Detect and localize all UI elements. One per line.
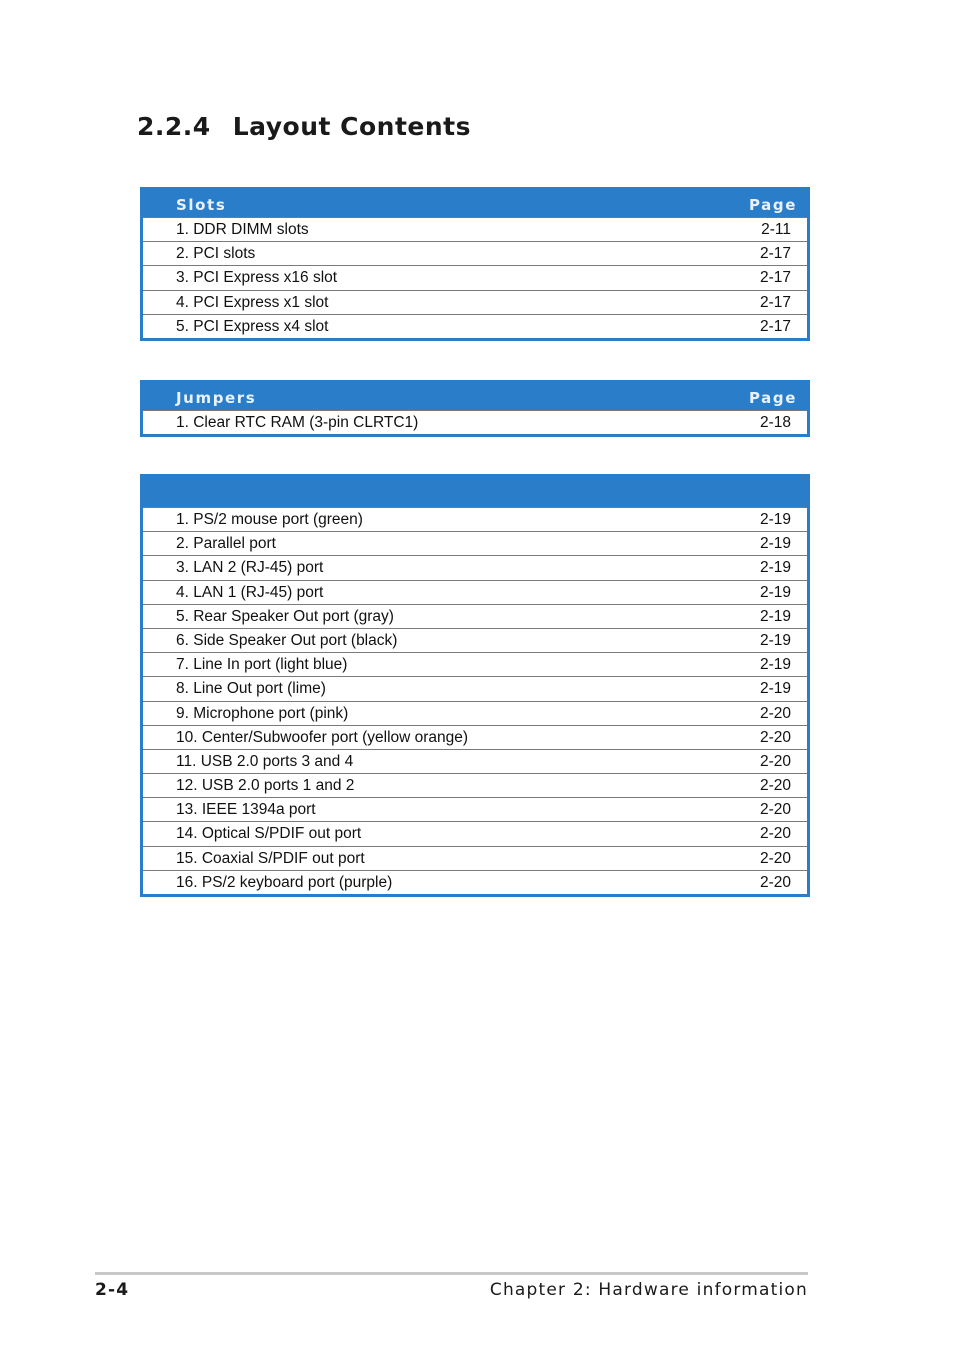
row-page: 2-20 xyxy=(759,728,791,746)
table-row xyxy=(143,604,807,628)
table-row xyxy=(143,217,807,241)
slots-table-header xyxy=(143,187,807,217)
row-page: 2-19 xyxy=(759,607,791,625)
row-label: 2. Parallel port xyxy=(176,535,276,553)
table-row xyxy=(143,725,807,749)
jumpers-table-header xyxy=(143,380,807,410)
row-label: 3. LAN 2 (RJ-45) port xyxy=(176,559,324,577)
row-page: 2-20 xyxy=(759,752,791,770)
table-row xyxy=(143,507,807,531)
table-row xyxy=(143,821,807,845)
row-label: 1. Clear RTC RAM (3-pin CLRTC1) xyxy=(176,414,419,431)
row-label: 14. Optical S/PDIF out port xyxy=(176,825,362,843)
slots-table xyxy=(140,187,810,341)
row-label: 2. PCI slots xyxy=(176,245,256,263)
table-row xyxy=(143,676,807,700)
row-page: 2-17 xyxy=(759,293,791,311)
row-label: 13. IEEE 1394a port xyxy=(176,801,316,819)
row-page: 2-19 xyxy=(759,559,791,577)
table-row xyxy=(143,265,807,289)
table-row xyxy=(143,290,807,314)
table-row xyxy=(143,531,807,555)
row-label: 11. USB 2.0 ports 3 and 4 xyxy=(176,752,354,770)
row-label: 4. LAN 1 (RJ-45) port xyxy=(176,583,324,601)
row-label: 1. PS/2 mouse port (green) xyxy=(176,511,363,528)
row-page: 2-18 xyxy=(759,414,791,431)
table-row xyxy=(143,749,807,773)
row-page: 2-20 xyxy=(759,849,791,867)
table-row xyxy=(143,870,807,894)
table-row xyxy=(143,628,807,652)
footer-chapter-title: Chapter 2: Hardware information xyxy=(489,1280,808,1300)
row-page: 2-19 xyxy=(759,680,791,698)
row-page: 2-17 xyxy=(759,269,791,287)
table-row xyxy=(143,652,807,676)
row-page: 2-20 xyxy=(759,801,791,819)
row-label: 3. PCI Express x16 slot xyxy=(176,269,338,287)
row-label: 10. Center/Subwoofer port (yellow orange) xyxy=(176,728,469,746)
row-page: 2-19 xyxy=(759,656,791,674)
table-row xyxy=(143,701,807,725)
section-number: 2.2.4 xyxy=(137,112,211,141)
row-page: 2-19 xyxy=(759,631,791,649)
jumpers-header-label: Jumpers xyxy=(176,389,257,407)
table-row xyxy=(143,241,807,265)
table-row xyxy=(143,555,807,579)
row-label: 5. PCI Express x4 slot xyxy=(176,317,329,335)
row-page: 2-20 xyxy=(759,777,791,795)
row-label: 1. DDR DIMM slots xyxy=(176,221,309,238)
jumpers-page-header: Page xyxy=(748,389,797,407)
row-label: 4. PCI Express x1 slot xyxy=(176,293,329,311)
jumpers-table xyxy=(140,380,810,437)
rear-panel-table xyxy=(140,474,810,897)
slots-header-label: Slots xyxy=(176,196,227,214)
row-page: 2-11 xyxy=(761,221,791,238)
row-label: 6. Side Speaker Out port (black) xyxy=(176,631,398,649)
row-label: 15. Coaxial S/PDIF out port xyxy=(176,849,365,867)
table-row xyxy=(143,580,807,604)
footer-page-number: 2-4 xyxy=(95,1280,130,1300)
row-page: 2-19 xyxy=(759,511,791,528)
section-title xyxy=(137,112,471,141)
row-label: 9. Microphone port (pink) xyxy=(176,704,349,722)
table-row xyxy=(143,314,807,338)
row-label: 5. Rear Speaker Out port (gray) xyxy=(176,607,394,625)
row-page: 2-20 xyxy=(759,873,791,891)
table-row xyxy=(143,797,807,821)
row-label: 16. PS/2 keyboard port (purple) xyxy=(176,873,393,891)
row-page: 2-19 xyxy=(759,583,791,601)
row-label: 8. Line Out port (lime) xyxy=(176,680,326,698)
row-page: 2-19 xyxy=(759,535,791,553)
row-page: 2-20 xyxy=(759,825,791,843)
row-label: 7. Line In port (light blue) xyxy=(176,656,348,674)
footer-divider xyxy=(95,1272,808,1275)
table-row xyxy=(143,410,807,434)
table-row xyxy=(143,846,807,870)
rear-panel-table-header xyxy=(143,474,807,507)
row-page: 2-17 xyxy=(759,317,791,335)
table-row xyxy=(143,773,807,797)
row-label: 12. USB 2.0 ports 1 and 2 xyxy=(176,777,355,795)
row-page: 2-17 xyxy=(759,245,791,263)
row-page: 2-20 xyxy=(759,704,791,722)
slots-page-header: Page xyxy=(748,196,797,214)
section-title-text: Layout Contents xyxy=(232,112,471,141)
